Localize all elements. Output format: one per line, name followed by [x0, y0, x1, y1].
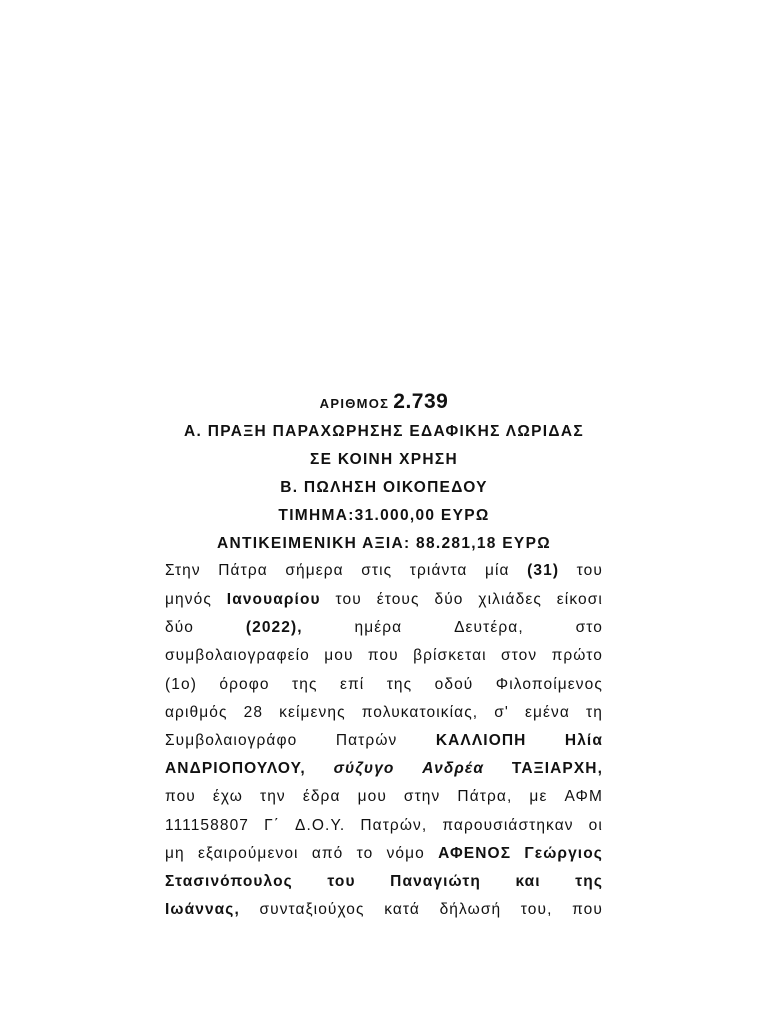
- body-line: [165, 702, 603, 724]
- word: έχω: [212, 788, 243, 805]
- word: είκοσι: [556, 591, 603, 608]
- word: (2022),: [245, 619, 303, 636]
- word: κατά: [384, 901, 420, 918]
- word: Παναγιώτη: [390, 873, 481, 890]
- word: του: [335, 591, 362, 608]
- heading-objective-value: ΑΝΤΙΚΕΙΜΕΝΙΚΗ ΑΞΙΑ: 88.281,18 ΕΥΡΩ: [217, 535, 551, 552]
- word: Ανδρέα: [422, 760, 485, 777]
- word: μη: [165, 845, 185, 862]
- contract-number-value: 2.739: [393, 390, 449, 413]
- word: Συμβολαιογράφο: [165, 732, 298, 749]
- word: βρίσκεται: [413, 647, 487, 664]
- word: εμένα: [525, 704, 570, 721]
- word: σ': [494, 704, 509, 721]
- word: μηνός: [165, 591, 212, 608]
- word: Δευτέρα,: [454, 619, 524, 636]
- word: 28: [243, 704, 264, 721]
- word: οδού: [434, 676, 474, 693]
- word: εξαιρούμενοι: [197, 845, 299, 862]
- contract-number-heading: [0, 390, 768, 414]
- body-line: [165, 589, 603, 611]
- word: του: [327, 873, 356, 890]
- heading-act-a: Α. ΠΡΑΞΗ ΠΑΡΑΧΩΡΗΣΗΣ ΕΔΑΦΙΚΗΣ ΛΩΡΙΔΑΣ: [184, 423, 584, 440]
- word: δύο: [434, 591, 464, 608]
- word: Πάτρα: [218, 562, 268, 579]
- body-line: [165, 730, 603, 752]
- word: οι: [588, 817, 603, 834]
- body-line: [165, 560, 603, 582]
- word: από: [311, 845, 344, 862]
- body-line: [165, 758, 603, 780]
- body-line: [165, 899, 603, 921]
- heading-act-b: Β. ΠΩΛΗΣΗ ΟΙΚΟΠΕΔΟΥ: [280, 479, 488, 496]
- word: ΚΑΛΛΙΟΠΗ: [435, 732, 527, 749]
- body-line: [165, 617, 603, 639]
- word: Πατρών,: [360, 817, 428, 834]
- word: σήμερα: [285, 562, 344, 579]
- body-line: [165, 786, 603, 808]
- word: μου: [324, 647, 354, 664]
- body-line: [165, 871, 603, 893]
- body-line: [165, 815, 603, 837]
- word: ημέρα: [354, 619, 403, 636]
- word: συμβολαιογραφείο: [165, 647, 310, 664]
- heading-act-a-continued: ΣΕ ΚΟΙΝΗ ΧΡΗΣΗ: [309, 451, 459, 468]
- word: Ιωάννας,: [165, 901, 240, 918]
- word: (1ο): [165, 676, 197, 693]
- word: στο: [575, 619, 603, 636]
- word: ΑΦΕΝΟΣ: [438, 845, 512, 862]
- word: με: [529, 788, 548, 805]
- word: μία: [484, 562, 510, 579]
- word: αριθμός: [165, 704, 228, 721]
- word: Γεώργιος: [524, 845, 603, 862]
- word: που: [572, 901, 603, 918]
- word: Φιλοποίμενος: [495, 676, 603, 693]
- word: ΑΦΜ: [564, 788, 603, 805]
- word: δύο: [165, 619, 195, 636]
- heading-price: ΤΙΜΗΜΑ:31.000,00 ΕΥΡΩ: [278, 507, 490, 524]
- body-line: [165, 645, 603, 667]
- contract-number-label: ΑΡΙΘΜΟΣ: [319, 396, 390, 411]
- word: πολυκατοικίας,: [361, 704, 479, 721]
- word: την: [259, 788, 286, 805]
- word: του: [576, 562, 603, 579]
- word: στην: [403, 788, 441, 805]
- word: 111158807: [165, 817, 250, 834]
- word: της: [292, 676, 318, 693]
- word: που: [165, 788, 196, 805]
- word: Στην: [165, 562, 201, 579]
- word: ΤΑΞΙΑΡΧΗ,: [511, 760, 603, 777]
- word: Ιανουαρίου: [226, 591, 321, 608]
- word: και: [515, 873, 541, 890]
- word: Δ.Ο.Υ.: [295, 817, 346, 834]
- word: στις: [361, 562, 393, 579]
- word: που: [367, 647, 399, 664]
- word: στον: [501, 647, 538, 664]
- word: το: [356, 845, 374, 862]
- word: τη: [586, 704, 603, 721]
- word: της: [575, 873, 603, 890]
- word: Στασινόπουλος: [165, 873, 293, 890]
- word: νόμο: [386, 845, 425, 862]
- word: όροφο: [219, 676, 270, 693]
- word: (31): [527, 562, 560, 579]
- word: σύζυγο: [333, 760, 395, 777]
- word: επί: [339, 676, 365, 693]
- word: τριάντα: [409, 562, 468, 579]
- body-line: [165, 843, 603, 865]
- word: έτους: [376, 591, 420, 608]
- word: Ηλία: [564, 732, 603, 749]
- word: Γ΄: [264, 817, 280, 834]
- word: κείμενης: [279, 704, 346, 721]
- word: Πάτρα,: [457, 788, 513, 805]
- word: της: [386, 676, 413, 693]
- word: πρώτο: [551, 647, 603, 664]
- word: χιλιάδες: [478, 591, 542, 608]
- word: μου: [357, 788, 387, 805]
- word: δήλωσή: [439, 901, 502, 918]
- word: παρουσιάστηκαν: [442, 817, 574, 834]
- word: Πατρών: [335, 732, 398, 749]
- word: ΑΝΔΡΙΟΠΟΥΛΟΥ,: [165, 760, 306, 777]
- word: του,: [520, 901, 553, 918]
- word: έδρα: [302, 788, 341, 805]
- word: συνταξιούχος: [259, 901, 365, 918]
- body-line: [165, 674, 603, 696]
